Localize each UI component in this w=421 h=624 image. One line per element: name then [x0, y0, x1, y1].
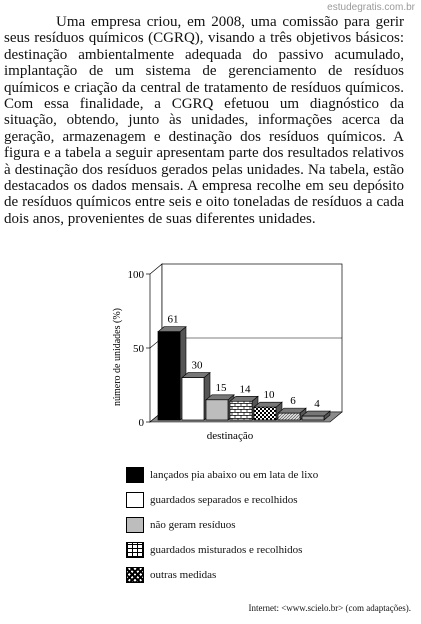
watermark: estudegratis.com.br: [327, 2, 415, 13]
legend-label: guardados separados e recolhidos: [150, 493, 298, 506]
legend-swatch-white: [126, 492, 144, 508]
bar: [302, 416, 324, 420]
y-tick-label: 100: [127, 269, 144, 281]
legend-item: [126, 487, 318, 512]
bar-value-label: 30: [191, 359, 203, 372]
legend-item: [126, 562, 318, 587]
y-tick-label: 0: [138, 417, 144, 429]
bar-value-label: 6: [290, 395, 296, 408]
bar-value-label: 61: [167, 313, 179, 326]
bar: [158, 332, 180, 420]
legend-label: lançados pia abaixo ou em lata de lixo: [150, 468, 319, 481]
intro-text: Uma empresa criou, em 2008, uma comissão para gerir seus resíduos químicos (CGRQ), visando a três objetivos básicos: destinação ambientalmente adequada do passivo acumulado, implantação de um sistema de gerenciamento de resíduos químicos e criação da central de tratamento de resíduos químicos. Com essa finalidade, a CGRQ efetuou um diagnóstico da situação, obtendo, junto às unidades, informações acerca da geração, armazenagem e destinação dos resíduos químicos. A figura e a tabela a seguir apresentam parte dos resultados relativos à destinação dos resíduos gerados pelas unidades. Na tabela, estão destacados os dados mensais. A empresa recolhe em seu depósito de resíduos químicos entre seis e oito toneladas de resíduos a cada dois anos, provenientes de suas diferentes unidades.: [4, 14, 404, 227]
bar: [254, 407, 276, 420]
legend-item: [126, 462, 318, 487]
bar: [182, 378, 204, 420]
legend-label: não geram resíduos: [150, 518, 236, 531]
legend-label: guardados misturados e recolhidos: [150, 543, 303, 556]
bar: [206, 400, 228, 420]
legend: [126, 462, 318, 587]
source-credit: Internet: <www.scielo.br> (com adaptações).: [248, 603, 411, 613]
legend-item: [126, 537, 318, 562]
bar-chart: [110, 262, 350, 452]
bar: [230, 401, 252, 420]
legend-item: [126, 512, 318, 537]
bar-value-label: 14: [239, 383, 251, 396]
legend-swatch-checker: [126, 567, 144, 583]
intro-paragraph: [4, 14, 404, 227]
legend-swatch-black: [126, 467, 144, 483]
y-axis-label: número de unidades (%): [112, 307, 123, 407]
legend-swatch-bricks: [126, 542, 144, 558]
bar-value-label: 4: [314, 398, 320, 411]
x-axis-label: destinação: [206, 430, 254, 442]
bar: [278, 413, 300, 420]
bar-value-label: 10: [263, 389, 275, 402]
legend-label: outras medidas: [150, 568, 217, 581]
bar-value-label: 15: [215, 381, 227, 394]
legend-swatch-gray: [126, 517, 144, 533]
y-tick-label: 50: [133, 343, 144, 355]
